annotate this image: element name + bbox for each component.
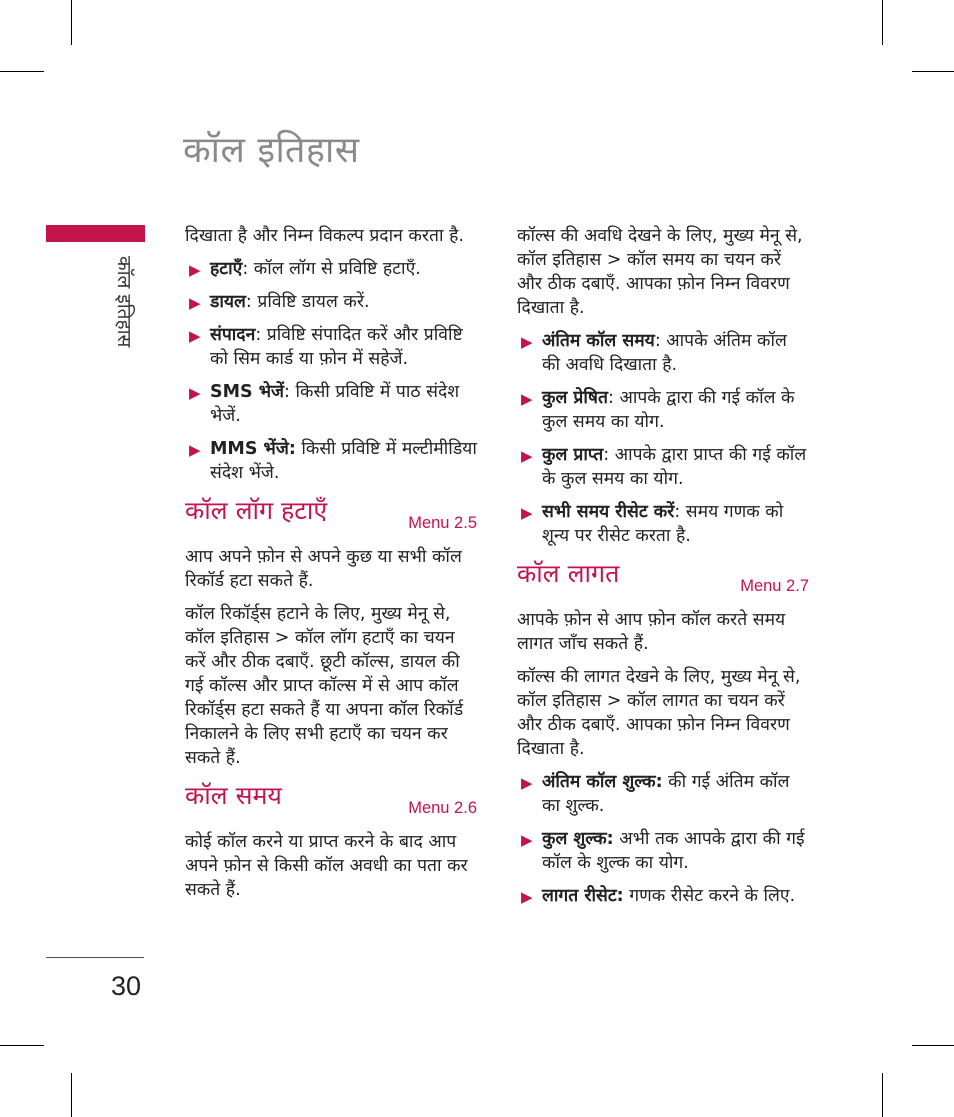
arrow-icon: ▶ [189, 441, 201, 459]
bullet-term: डायल [210, 292, 246, 312]
section-title: कॉल लॉग हटाएँ [185, 496, 328, 525]
bullet-term: अंतिम कॉल समय [542, 331, 655, 351]
bullet-text: : आपके अंतिम कॉल की अवधि दिखाता है. [542, 331, 787, 375]
arrow-icon: ▶ [189, 384, 201, 402]
list-item [185, 437, 477, 485]
bullet-text: अभी तक आपके द्वारा की गई कॉल के शुल्क का योग. [542, 829, 805, 873]
arrow-icon: ▶ [521, 774, 533, 792]
list-item [517, 386, 809, 434]
list-item [517, 329, 809, 377]
arrow-icon: ▶ [189, 294, 201, 312]
bullet-text: : समय गणक को शून्य पर रीसेट करता है. [542, 502, 784, 546]
bullet-term: संपादन [210, 325, 256, 345]
left-intro: दिखाता है और निम्न विकल्प प्रदान करता है. [185, 226, 464, 246]
bullet-term: कुल प्राप्त [542, 445, 604, 465]
bullet-text: : किसी प्रविष्टि में पाठ संदेश भेजें. [210, 382, 460, 426]
section-tab-bar [46, 225, 145, 242]
bullet-term: SMS भेजें [210, 382, 285, 402]
side-chapter-label: कॉल इतिहास [113, 256, 135, 348]
bullet-term: MMS भेंजे: [210, 439, 296, 459]
bullet-term: सभी समय रीसेट करें [542, 502, 675, 522]
bullet-term: कुल शुल्क: [542, 829, 614, 849]
section-title: कॉल लागत [517, 559, 620, 588]
crop-mark [882, 0, 883, 45]
page-number: 30 [111, 971, 142, 1001]
bullet-text: की गई अंतिम कॉल का शुल्क. [542, 772, 790, 816]
cost-bullet-list [517, 770, 809, 908]
bullet-text: : प्रविष्टि संपादित करें और प्रविष्टि को सिम कार्ड या फ़ोन में सहेजें. [210, 325, 463, 369]
list-item [185, 323, 477, 371]
paragraph: कोई कॉल करने या प्राप्त करने के बाद आप अपने फ़ोन से किसी कॉल अवधी का पता कर सकते हैं. [185, 832, 468, 900]
bullet-term: हटाएँ [210, 259, 243, 279]
crop-mark [0, 71, 44, 72]
bullet-text: किसी प्रविष्टि में मल्टीमीडिया संदेश भेंजे. [210, 439, 477, 483]
arrow-icon: ▶ [521, 333, 533, 351]
list-item [185, 257, 477, 281]
list-item [517, 827, 809, 875]
crop-mark [0, 1045, 44, 1046]
list-item [517, 770, 809, 818]
left-column [185, 224, 477, 911]
list-item [517, 443, 809, 491]
menu-number: Menu 2.7 [740, 577, 809, 595]
bullet-term: अंतिम कॉल शुल्क: [542, 772, 663, 792]
paragraph: कॉल रिकॉर्ड्स हटाने के लिए, मुख्य मेनू से, कॉल इतिहास > कॉल लॉग हटाएँ का चयन करें और ठीक दबाएँ. छूटी कॉल्स, डायल की गई कॉल्स और प्राप्त कॉल्स में से आप कॉल रिकॉर्ड्स हटा सकते हैं या अपना कॉल रिकॉर्ड निकालने के लिए सभी हटाएँ का चयन कर सकते हैं. [185, 604, 464, 768]
crop-mark [71, 1073, 72, 1117]
bullet-text: : कॉल लॉग से प्रविष्टि हटाएँ. [242, 259, 421, 279]
section-heading-call-time [185, 781, 477, 824]
arrow-icon: ▶ [521, 390, 533, 408]
menu-number: Menu 2.5 [408, 514, 477, 532]
section-heading-call-cost [517, 559, 809, 602]
bullet-term: कुल प्रेषित [542, 388, 608, 408]
arrow-icon: ▶ [189, 327, 201, 345]
arrow-icon: ▶ [521, 447, 533, 465]
crop-mark [912, 71, 954, 72]
bullet-text: गणक रीसेट करने के लिए. [623, 886, 796, 906]
list-item [517, 500, 809, 548]
paragraph: कॉल्स की लागत देखने के लिए, मुख्य मेनू से, कॉल इतिहास > कॉल लागत का चयन करें और ठीक दबाएँ. आपका फ़ोन निम्न विवरण दिखाता है. [517, 667, 801, 759]
arrow-icon: ▶ [521, 504, 533, 522]
paragraph: आप अपने फ़ोन से अपने कुछ या सभी कॉल रिकॉर्ड हटा सकते हैं. [185, 547, 462, 591]
right-intro: कॉल्स की अवधि देखने के लिए, मुख्य मेनू से, कॉल इतिहास > कॉल समय का चयन करें और ठीक दबाएँ. आपका फ़ोन निम्न विवरण दिखाता है. [517, 226, 803, 318]
footer-rule [46, 957, 144, 958]
menu-number: Menu 2.6 [408, 799, 477, 817]
arrow-icon: ▶ [521, 831, 533, 849]
crop-mark [882, 1073, 883, 1117]
list-item [185, 380, 477, 428]
bullet-term: लागत रीसेट: [542, 886, 624, 906]
left-bullet-list [185, 257, 477, 485]
arrow-icon: ▶ [189, 261, 201, 279]
bullet-text: : आपके द्वारा प्राप्त की गई कॉल के कुल समय का योग. [542, 445, 807, 489]
right-bullet-list [517, 329, 809, 548]
list-item [185, 290, 477, 314]
paragraph: आपके फ़ोन से आप फ़ोन कॉल करते समय लागत जाँच सकते हैं. [517, 610, 786, 654]
page-title: कॉल इतिहास [183, 130, 360, 171]
list-item [517, 884, 809, 908]
bullet-text: : आपके द्वारा की गई कॉल के कुल समय का योग. [542, 388, 795, 432]
crop-mark [71, 0, 72, 45]
section-heading-call-log-delete [185, 496, 477, 539]
section-title: कॉल समय [185, 781, 282, 810]
arrow-icon: ▶ [521, 888, 533, 906]
bullet-text: : प्रविष्टि डायल करें. [245, 292, 370, 312]
crop-mark [912, 1045, 954, 1046]
right-column [517, 224, 809, 917]
